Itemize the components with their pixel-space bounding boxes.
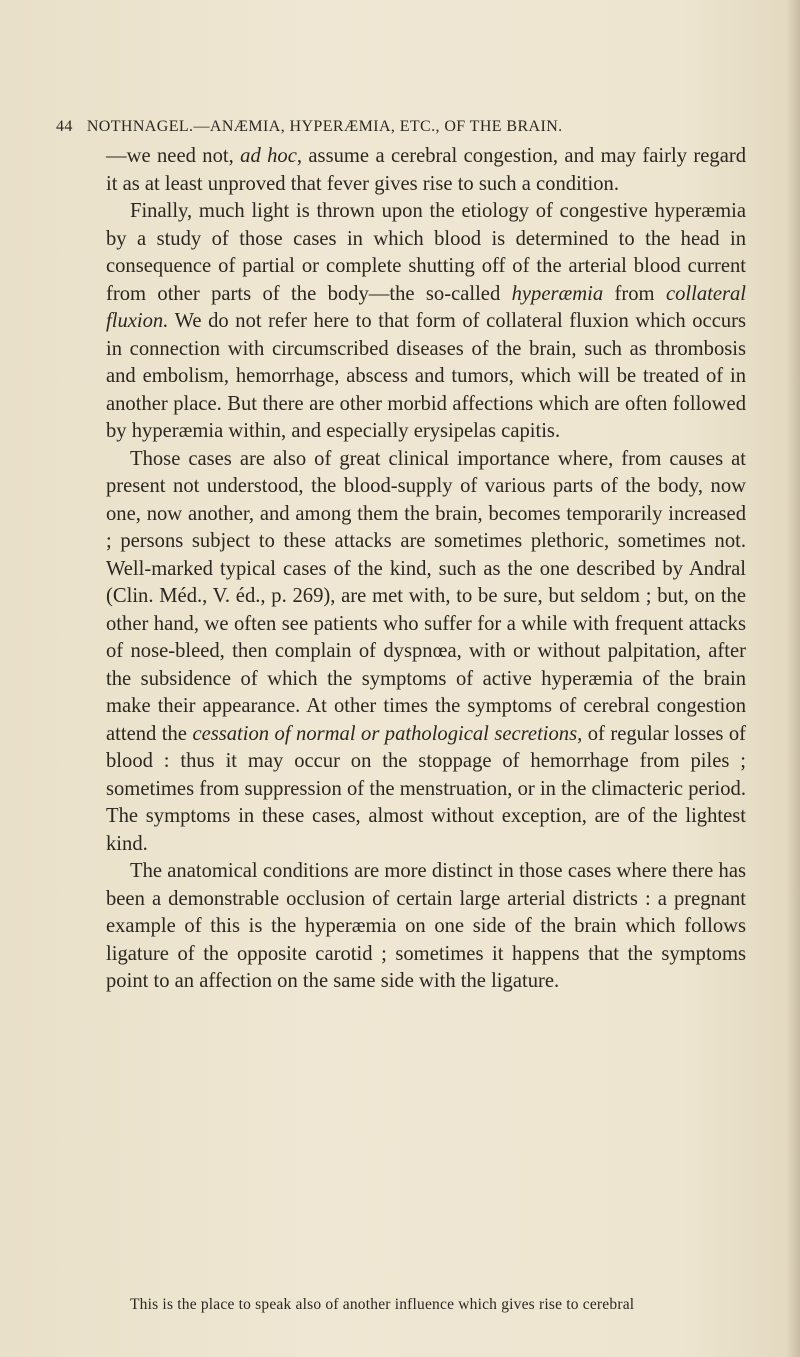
text-run: —we need not, (106, 145, 241, 167)
text-run: from (603, 282, 666, 305)
text-run: , assume a cerebral congestion, and may fairly regard it as at least unproved that fever gives rise to such a condition. (106, 145, 746, 195)
text-run: The anatomical conditions are more distinct in those cases where there has been a demonstrable occlusion of certain large arterial districts : a pregnant example of this is the hyperæmia on one side of the brain which follows ligature of the opposite carotid ; sometimes it happens that the symptoms point to an affection on the same side with the ligature. (106, 860, 746, 992)
body-text (106, 143, 746, 996)
text-run: of regular losses of blood : thus it may occur on the stoppage of hemorrhage from piles ; sometimes from suppression of the menstruation, or in the climacteric period. The symptoms in these cases, almost without exception, are of the lightest kind. (106, 722, 746, 855)
page-number: 44 (56, 118, 73, 135)
running-title: NOTHNAGEL.—ANÆMIA, HYPERÆMIA, ETC., OF THE BRAIN. (86, 118, 563, 135)
italic-run: hyperæmia (511, 282, 604, 305)
text-run: Finally, much light is thrown upon the etiology of congestive hyperæmia by a study of those cases in which blood is determined to the head in consequence of partial or complete shutting off of the arterial blood current from other parts of the body—the so-called (106, 200, 746, 305)
running-header (56, 118, 756, 136)
page-edge-shadow (786, 0, 800, 1357)
italic-run: cessation of normal or pathological secretions, (192, 722, 583, 745)
paragraph-2 (106, 198, 746, 446)
paragraph-1 (106, 143, 746, 198)
italic-run: ad hoc (240, 145, 297, 167)
text-run: We do not refer here to that form of collateral fluxion which occurs in connection with circumscribed diseases of the brain, such as thrombosis and embolism, hemorrhage, abscess and tumors, which will be treated of in another place. But there are other morbid affections which are often followed by hyperæmia within, and especially erysipelas capitis. (106, 310, 746, 442)
italic-run: collateral fluxion. (106, 282, 747, 332)
text-run: Those cases are also of great clinical importance where, from causes at present not understood, the blood-supply of various parts of the body, now one, now another, and among them the brain, becomes temporarily increased ; persons subject to these attacks are sometimes plethoric, sometimes not. Well-marked typical cases of the kind, such as the one described by Andral (Clin. Méd., V. éd., p. 269), are met with, to be sure, but seldom ; but, on the other hand, we often see patients who suffer for a while with frequent attacks of nose-bleed, then complain of dyspnœa, with or without palpitation, after the subsidence of which the symptoms of active hyperæmia of the brain make their appearance. At other times the symptoms of cerebral congestion attend the (106, 447, 746, 745)
paragraph-3 (106, 446, 746, 859)
paragraph-4 (106, 858, 746, 996)
footnote: This is the place to speak also of another influence which gives rise to cerebral (130, 1296, 635, 1313)
